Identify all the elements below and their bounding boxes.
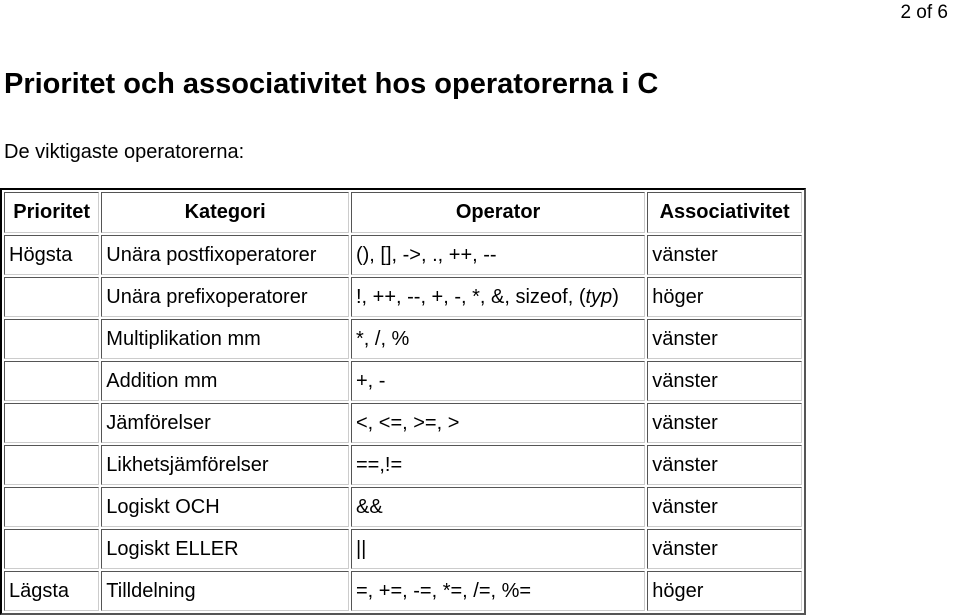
priority-cell: [4, 403, 99, 443]
page-title: Prioritet och associativitet hos operatorerna i C: [4, 68, 659, 100]
operator-cell: +, -: [351, 361, 645, 401]
priority-cell: [4, 319, 99, 359]
priority-cell: [4, 487, 99, 527]
operator-italic-text: typ: [585, 285, 613, 308]
header-associativitet: Associativitet: [647, 192, 802, 233]
category-cell: Unära postfixoperatorer: [101, 235, 349, 275]
priority-cell: [4, 445, 99, 485]
header-prioritet: Prioritet: [4, 192, 99, 233]
page-subtitle: De viktigaste operatorerna:: [4, 141, 245, 163]
category-cell: Likhetsjämförelser: [101, 445, 349, 485]
operator-cell: <, <=, >=, >: [351, 403, 645, 443]
category-cell: Multiplikation mm: [101, 319, 349, 359]
header-operator: Operator: [351, 192, 645, 233]
operator-text: !, ++, --, +, -, *, &, sizeof, (: [355, 285, 586, 308]
table-row: [4, 403, 802, 443]
table-row: [4, 319, 802, 359]
assoc-cell: vänster: [647, 319, 802, 359]
operator-cell: ==,!=: [351, 445, 645, 485]
operator-cell: ||: [351, 529, 645, 569]
operator-suffix-text: ): [612, 285, 619, 308]
table-row: [4, 361, 802, 401]
assoc-cell: vänster: [647, 529, 802, 569]
priority-cell: [4, 361, 99, 401]
assoc-cell: vänster: [647, 487, 802, 527]
priority-cell: Högsta: [4, 235, 99, 275]
category-cell: Addition mm: [101, 361, 349, 401]
table-header-row: [4, 192, 802, 233]
table-row: [4, 277, 802, 317]
operator-cell: [351, 277, 645, 317]
priority-cell: Lägsta: [4, 571, 99, 611]
assoc-cell: vänster: [647, 403, 802, 443]
category-cell: Unära prefixoperatorer: [101, 277, 349, 317]
assoc-cell: vänster: [647, 361, 802, 401]
table-row: [4, 529, 802, 569]
table-row: [4, 235, 802, 275]
category-cell: Logiskt OCH: [101, 487, 349, 527]
priority-cell: [4, 277, 99, 317]
operator-cell: &&: [351, 487, 645, 527]
assoc-cell: höger: [647, 277, 802, 317]
table-row: [4, 487, 802, 527]
operator-table: [0, 188, 806, 615]
assoc-cell: vänster: [647, 235, 802, 275]
table-row: [4, 571, 802, 611]
operator-cell: (), [], ->, ., ++, --: [351, 235, 645, 275]
category-cell: Jämförelser: [101, 403, 349, 443]
operator-cell: =, +=, -=, *=, /=, %=: [351, 571, 645, 611]
operator-cell: *, /, %: [351, 319, 645, 359]
header-kategori: Kategori: [101, 192, 349, 233]
category-cell: Tilldelning: [101, 571, 349, 611]
category-cell: Logiskt ELLER: [101, 529, 349, 569]
table-row: [4, 445, 802, 485]
priority-cell: [4, 529, 99, 569]
assoc-cell: höger: [647, 571, 802, 611]
page-number: 2 of 6: [900, 2, 948, 23]
assoc-cell: vänster: [647, 445, 802, 485]
